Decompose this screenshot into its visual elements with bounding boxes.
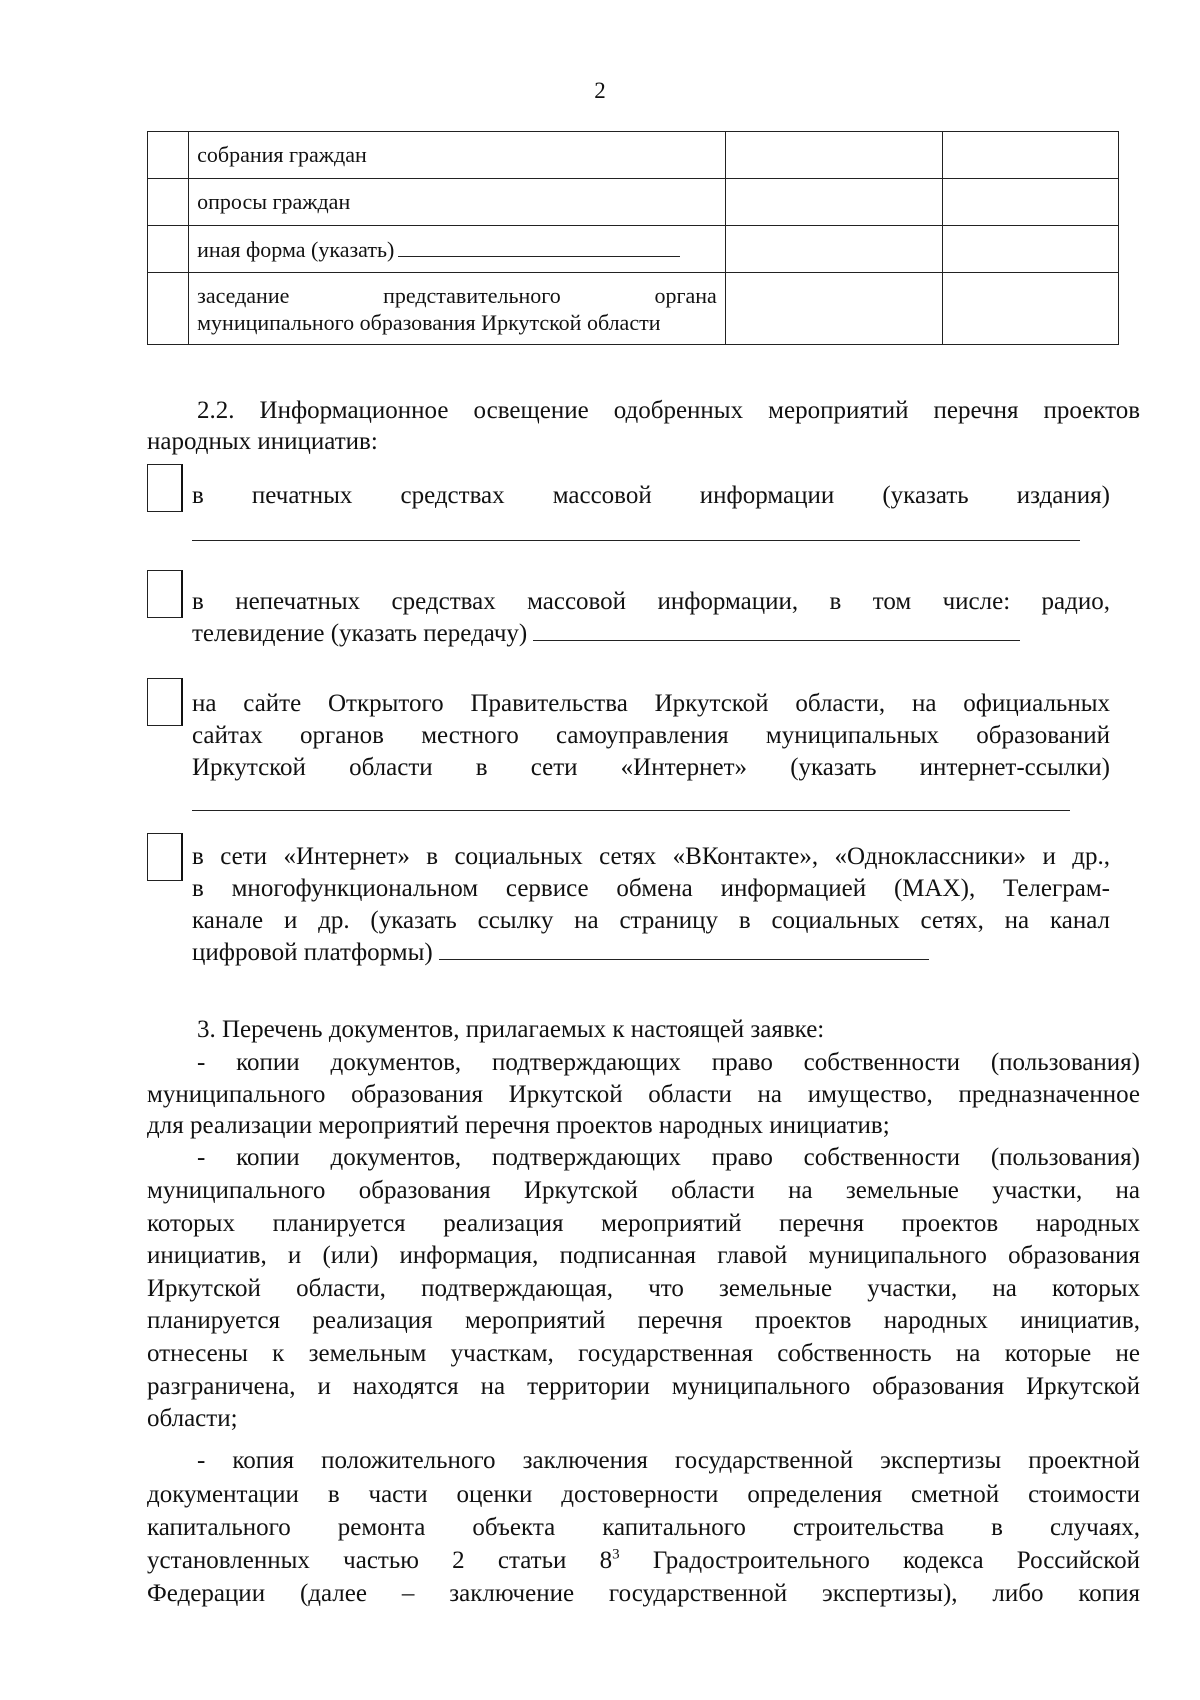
table-cell[interactable] — [725, 179, 943, 226]
broadcast-blank-field[interactable] — [533, 618, 1020, 641]
doc-item-1-first: - копии документов, подтверждающих право собственности (пользования) — [197, 1049, 1140, 1076]
form-label: собрания граждан — [189, 132, 726, 179]
doc-line: для реализации мероприятий перечня проектов народных инициатив; — [147, 1112, 890, 1139]
doc-text: установленных частью 2 статьи 8 — [147, 1547, 613, 1574]
doc-item-2-rest — [147, 1175, 1140, 1436]
table-row — [148, 132, 1119, 179]
option-text: в многофункциональном сервисе обмена информацией (MAX), Телеграм- — [192, 875, 1110, 902]
participation-forms-table — [147, 131, 1119, 345]
doc-line: инициатив, и (или) информация, подписанная главой муниципального образования — [147, 1242, 1140, 1270]
doc-item-3-rest — [147, 1478, 1140, 1610]
option-text: на сайте Открытого Правительства Иркутской области, на официальных — [192, 690, 1110, 717]
print-media-blank-line[interactable] — [192, 540, 1080, 541]
option-open-government-site — [192, 688, 1110, 784]
doc-line: разграничена, и находятся на территории муниципального образования Иркутской — [147, 1372, 1140, 1400]
table-cell[interactable] — [725, 273, 943, 345]
option-social-networks — [192, 841, 1110, 969]
checkbox-print-media[interactable] — [147, 464, 183, 512]
option-non-print-media — [192, 586, 1110, 650]
doc-line: области; — [147, 1405, 238, 1433]
checkbox-open-government-site[interactable] — [147, 678, 183, 726]
doc-line: капитального ремонта объекта капитального строительства в случаях, — [147, 1514, 1140, 1541]
section-2-2-heading-cont: народных инициатив: — [147, 428, 378, 455]
checkbox-cell[interactable] — [148, 132, 189, 179]
option-text: в непечатных средствах массовой информации, в том числе: радио, — [192, 588, 1110, 615]
doc-text: Градостроительного кодекса Российской — [619, 1547, 1141, 1574]
option-text: сайтах органов местного самоуправления муниципальных образований — [192, 722, 1110, 749]
option-text-line — [192, 937, 1110, 969]
option-print-media — [192, 480, 1110, 512]
doc-line: муниципального образования Иркутской области на земельные участки, на — [147, 1177, 1140, 1204]
page-number: 2 — [594, 78, 606, 103]
doc-item-2-first: - копии документов, подтверждающих право собственности (пользования) — [197, 1144, 1140, 1171]
section-3-heading: 3. Перечень документов, прилагаемых к настоящей заявке: — [197, 1016, 825, 1043]
checkbox-cell[interactable] — [148, 226, 189, 273]
table-row — [148, 179, 1119, 226]
form-label-multiline — [189, 273, 726, 345]
option-text: в печатных средствах массовой информации (указать издания) — [192, 482, 1110, 509]
table-cell[interactable] — [725, 226, 943, 273]
superscript: 3 — [612, 1546, 620, 1563]
table-row — [148, 226, 1119, 273]
form-label: иная форма (указать) — [197, 236, 395, 262]
doc-line: которых планируется реализация мероприятий перечня проектов народных — [147, 1209, 1140, 1237]
doc-line: планируется реализация мероприятий перечня проектов народных инициатив, — [147, 1307, 1140, 1335]
doc-item-1-rest — [147, 1079, 1140, 1141]
doc-line: Иркутской области, подтверждающая, что земельные участки, на которых — [147, 1274, 1140, 1302]
checkbox-social-networks[interactable] — [147, 833, 183, 881]
social-link-blank-field[interactable] — [439, 937, 929, 960]
form-label-other — [189, 226, 726, 273]
doc-line: Федерации (далее – заключение государственной экспертизы), либо копия — [147, 1580, 1140, 1607]
table-cell[interactable] — [943, 273, 1119, 345]
internet-links-blank-line[interactable] — [192, 810, 1070, 811]
form-label: опросы граждан — [189, 179, 726, 226]
table-cell[interactable] — [943, 132, 1119, 179]
checkbox-non-print-media[interactable] — [147, 570, 183, 618]
option-text-line — [192, 618, 1110, 650]
option-text: Иркутской области в сети «Интернет» (указать интернет-ссылки) — [192, 754, 1110, 781]
specify-blank-field[interactable] — [398, 236, 680, 257]
option-text: телевидение (указать передачу) — [192, 620, 528, 647]
checkbox-cell[interactable] — [148, 273, 189, 345]
doc-line: документации в части оценки достоверности определения сметной стоимости — [147, 1481, 1140, 1508]
table-cell[interactable] — [943, 179, 1119, 226]
doc-line-with-superscript — [147, 1544, 1140, 1577]
doc-line: отнесены к земельным участкам, государственная собственность на которые не — [147, 1339, 1140, 1367]
table-row — [148, 273, 1119, 345]
option-text: канале и др. (указать ссылку на страницу в социальных сетях, на канал — [192, 907, 1110, 934]
table-cell[interactable] — [725, 132, 943, 179]
doc-line: муниципального образования Иркутской области на имущество, предназначенное — [147, 1081, 1140, 1108]
option-text: цифровой платформы) — [192, 939, 433, 966]
checkbox-cell[interactable] — [148, 179, 189, 226]
option-text: в сети «Интернет» в социальных сетях «ВКонтакте», «Одноклассники» и др., — [192, 843, 1110, 870]
form-label: муниципального образования Иркутской области — [197, 309, 661, 335]
doc-item-3-first: - копия положительного заключения государственной экспертизы проектной — [197, 1447, 1140, 1474]
form-label: заседание представительного органа — [197, 282, 717, 308]
section-2-2-heading: 2.2. Информационное освещение одобренных мероприятий перечня проектов — [197, 397, 1140, 424]
table-cell[interactable] — [943, 226, 1119, 273]
